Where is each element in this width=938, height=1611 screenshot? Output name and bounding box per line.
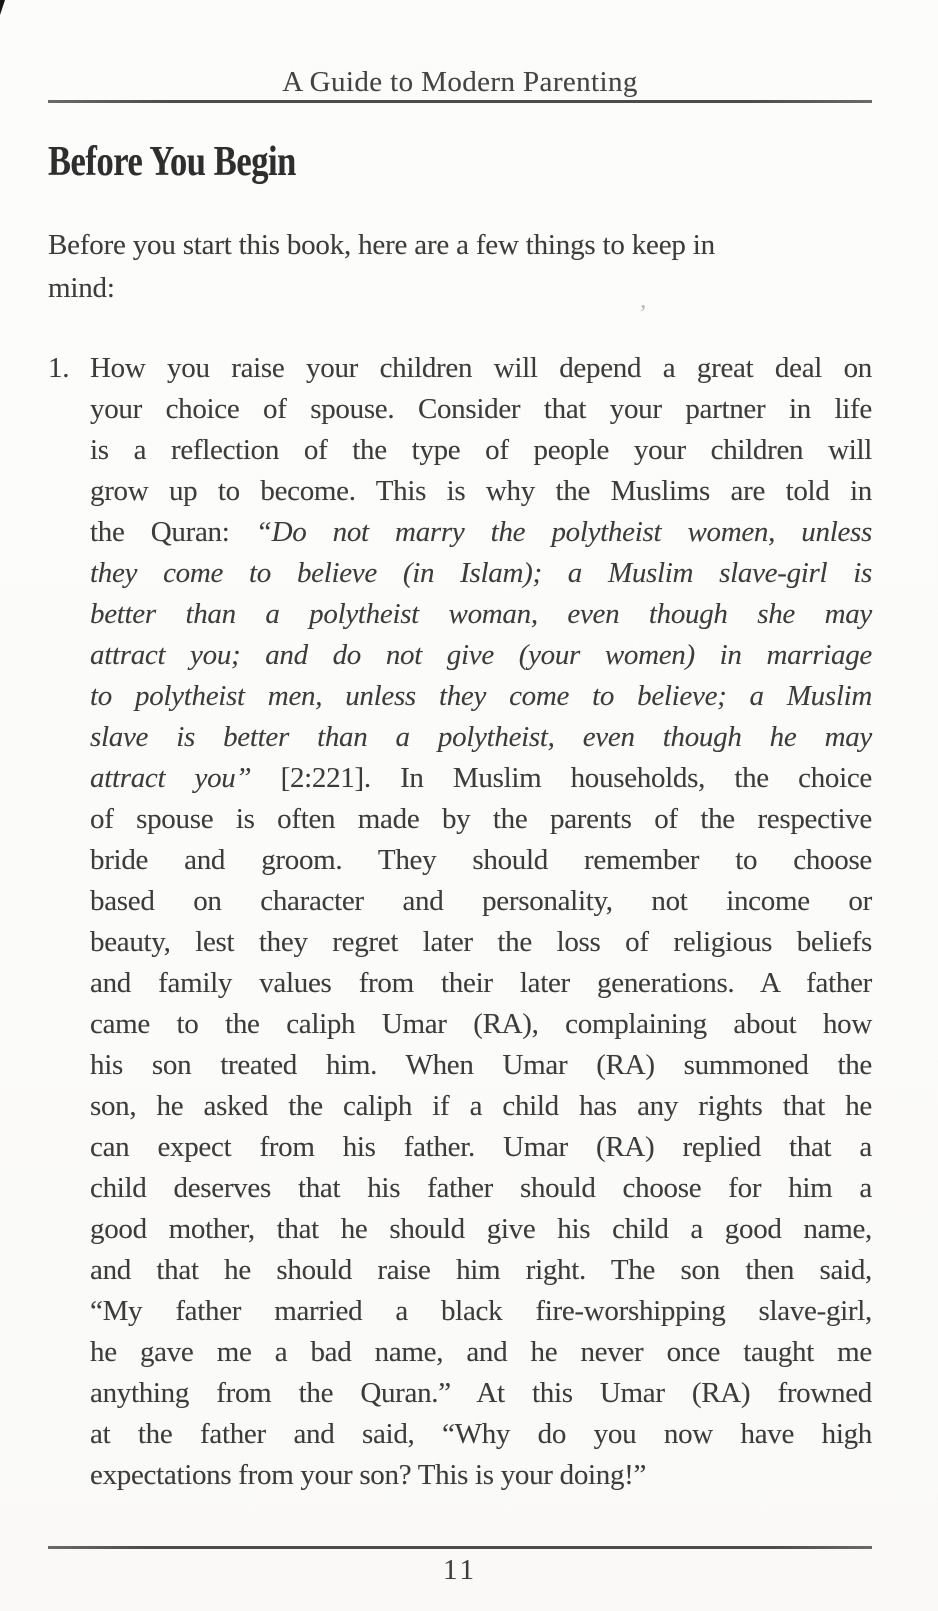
body-text: son, he asked the caliph if a child has any rights that he [90,1090,872,1122]
body-text: grow up to become. This is why the Muslims are told in [90,475,872,507]
body-text: bride and groom. They should remember to choose [90,844,872,876]
body-text: [2:221]. In Muslim households, the choice [251,762,873,794]
chapter-heading: Before You Begin [48,139,296,185]
text-line [90,840,872,881]
text-line [90,1455,872,1496]
quote-text: they come to believe (in Islam); a Muslim slave-girl is [90,557,872,589]
intro-paragraph [48,224,872,310]
text-line [90,1004,872,1045]
list-item-text [90,348,872,1496]
body-text: your choice of spouse. Consider that your partner in life [90,393,872,425]
text-line [90,553,872,594]
text-line [90,1332,872,1373]
list-item-number: 1. [48,352,70,384]
text-line [90,676,872,717]
body-text: can expect from his father. Umar (RA) replied that a [90,1131,872,1163]
text-line [90,758,872,799]
list-item [48,348,872,1496]
body-text: How you raise your children will depend a great deal on [90,352,872,384]
text-line [90,430,872,471]
quote-text: attract you” [90,762,252,794]
page-header [48,66,872,103]
text-line [90,963,872,1004]
body-text: anything from the Quran.” At this Umar (RA) frowned [90,1377,872,1409]
body-text: “My father married a black fire-worshipping slave-girl, [90,1295,872,1327]
text-line [90,922,872,963]
text-line [90,1209,872,1250]
text-line [90,471,872,512]
text-line [90,1414,872,1455]
body-text: child deserves that his father should choose for him a [90,1172,872,1204]
text-line [90,1086,872,1127]
body-text: good mother, that he should give his child a good name, [90,1213,872,1245]
body-text: at the father and said, “Why do you now have high [90,1418,872,1450]
page-content [0,66,938,1496]
header-rule [48,100,872,103]
quote-text: to polytheist men, unless they come to believe; a Muslim [90,680,872,712]
text-line [90,799,872,840]
body-text: and family values from their later generations. A father [90,967,872,999]
scan-corner-artifact [0,0,5,15]
body-text: his son treated him. When Umar (RA) summoned the [90,1049,872,1081]
page-footer [48,1546,872,1587]
body-text: Before you start this book, here are a few things to keep in [48,229,715,261]
body-text: of spouse is often made by the parents of the respective [90,803,872,835]
quote-text: attract you; and do not give (your women) in marriage [90,639,872,671]
text-line [90,1127,872,1168]
body-text: expectations from your son? This is your doing!” [90,1459,647,1491]
body-text: came to the caliph Umar (RA), complaining about how [90,1008,872,1040]
body-text: he gave me a bad name, and he never once taught me [90,1336,872,1368]
quote-text: “Do not marry the polytheist women, unless [255,516,872,548]
page-number: 11 [443,1554,477,1586]
text-line [90,389,872,430]
text-line [90,881,872,922]
text-line [90,1373,872,1414]
body-text: the Quran: [90,516,256,548]
footer-rule [48,1546,872,1549]
body-text: beauty, lest they regret later the loss of religious beliefs [90,926,872,958]
body-text: is a reflection of the type of people your children will [90,434,872,466]
text-line [90,1045,872,1086]
stray-scan-mark: ’ [639,301,647,327]
body-text: based on character and personality, not income or [90,885,872,917]
text-line [90,1168,872,1209]
text-line [90,1250,872,1291]
body-text: mind: [48,272,115,304]
text-line [90,348,872,389]
quote-text: slave is better than a polytheist, even though he may [90,721,872,753]
text-line [48,267,872,310]
text-line [90,594,872,635]
text-line [90,635,872,676]
quote-text: better than a polytheist woman, even though she may [90,598,872,630]
text-line [90,717,872,758]
body-text: and that he should raise him right. The son then said, [90,1254,872,1286]
text-line [90,512,872,553]
text-line [90,1291,872,1332]
text-line [48,224,872,267]
running-head-title: A Guide to Modern Parenting [282,66,638,98]
